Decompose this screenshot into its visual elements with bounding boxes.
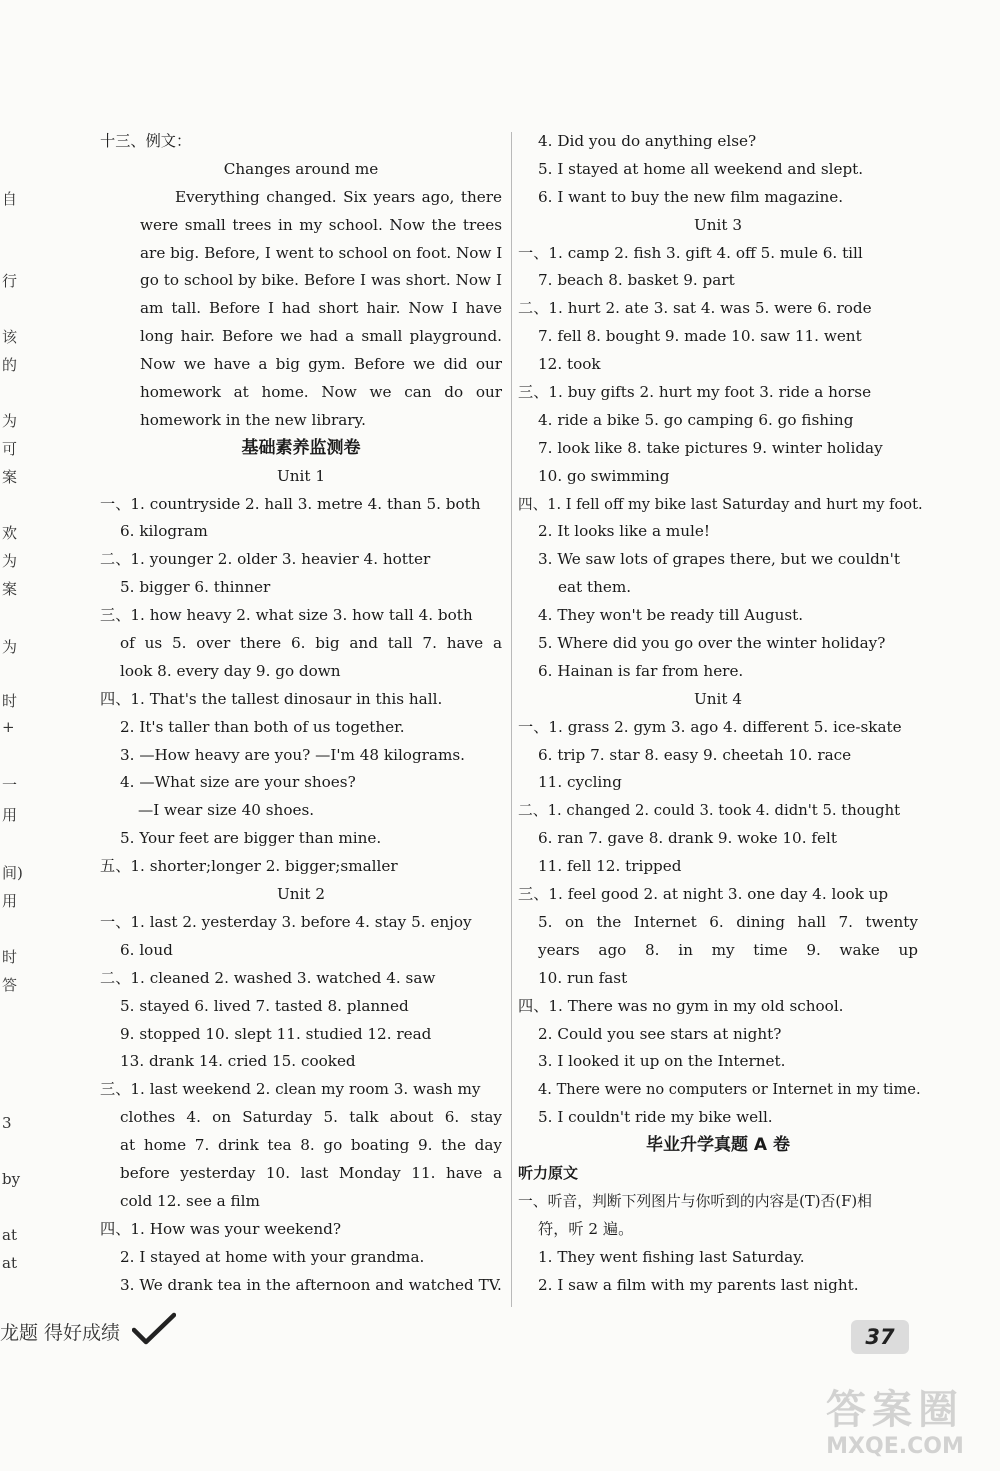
edge-fragment: 时: [2, 692, 18, 710]
edge-fragment: at: [2, 1254, 17, 1272]
answer-line: 7. fell 8. bought 9. made 10. saw 11. went: [538, 327, 862, 346]
edge-fragment: 为: [2, 412, 18, 430]
answer-line: 二、1. hurt 2. ate 3. sat 4. was 5. were 6. rode: [518, 299, 872, 318]
answer-line: 二、1. cleaned 2. washed 3. watched 4. saw: [100, 968, 436, 987]
answer-line: 4. Did you do anything else?: [538, 132, 757, 150]
listening-line: 1. They went fishing last Saturday.: [538, 1247, 805, 1266]
watermark-url: MXQE.COM: [826, 1434, 964, 1459]
unit-title: Unit 1: [276, 466, 326, 485]
answer-line: 4. —What size are your shoes?: [120, 773, 356, 792]
answer-line: cold 12. see a film: [120, 1191, 260, 1210]
edge-fragment: 一: [2, 776, 18, 794]
edge-fragment: 可: [2, 440, 18, 458]
answer-line: 四、1. There was no gym in my old school.: [518, 996, 844, 1015]
edge-fragment: 为: [2, 552, 18, 570]
answer-line: 5. Your feet are bigger than mine.: [120, 829, 382, 848]
edge-fragment: 的: [2, 356, 18, 374]
essay-line: Everything changed. Six years ago, there: [175, 187, 502, 206]
answer-line: 四、1. That's the tallest dinosaur in this hall.: [100, 689, 443, 708]
edge-fragment: 时: [2, 948, 18, 966]
edge-fragment: 3: [2, 1114, 12, 1132]
answer-line: 三、1. how heavy 2. what size 3. how tall 4. both: [100, 606, 473, 625]
edge-fragment: 该: [2, 328, 18, 346]
answer-line: 6. ran 7. gave 8. drank 9. woke 10. felt: [538, 829, 837, 848]
answer-line: 2. I stayed at home with your grandma.: [120, 1247, 425, 1266]
answer-line: 4. ride a bike 5. go camping 6. go fishing: [538, 410, 854, 429]
answer-line: years ago 8. in my time 9. wake up: [538, 940, 918, 959]
essay-label: 十三、例文：: [100, 132, 192, 150]
answer-line: before yesterday 10. last Monday 11. have a: [120, 1163, 502, 1182]
answer-line: 3. I looked it up on the Internet.: [538, 1052, 786, 1071]
answer-line: 3. —How heavy are you? —I'm 48 kilograms.: [120, 745, 466, 764]
essay-line: are big. Before, I went to school on foot. Now I: [140, 243, 503, 262]
answer-line: 三、1. feel good 2. at night 3. one day 4. look up: [518, 885, 889, 904]
answer-line: 三、1. buy gifts 2. hurt my foot 3. ride a horse: [518, 383, 872, 402]
answer-line: 7. beach 8. basket 9. part: [538, 271, 735, 290]
edge-fragment: 用: [2, 806, 18, 824]
essay-line: homework at home. Now we can do our: [140, 383, 502, 402]
answer-line: at home 7. drink tea 8. go boating 9. the day: [120, 1136, 502, 1155]
answer-line: 6. kilogram: [120, 522, 208, 541]
edge-fragment: 行: [2, 272, 18, 290]
answer-line: 9. stopped 10. slept 11. studied 12. read: [120, 1024, 432, 1043]
edge-fragment: +: [2, 718, 15, 736]
listening-label: 听力原文: [518, 1163, 579, 1182]
answer-line: 五、1. shorter;longer 2. bigger;smaller: [100, 857, 398, 876]
answer-line: of us 5. over there 6. big and tall 7. have a: [120, 634, 502, 653]
essay-line: homework in the new library.: [140, 410, 366, 429]
answer-line: 6. loud: [120, 940, 173, 959]
answer-line: 一、1. last 2. yesterday 3. before 4. stay 5. enjoy: [100, 912, 472, 931]
answer-line: 13. drank 14. cried 15. cooked: [120, 1052, 356, 1071]
edge-fragment: at: [2, 1226, 17, 1244]
checkmark-icon: [132, 1312, 176, 1346]
section-title: 基础素养监测卷: [241, 437, 361, 458]
answer-line: 二、1. younger 2. older 3. heavier 4. hotter: [100, 550, 431, 569]
footer-brand: [0, 1318, 120, 1345]
answer-line: clothes 4. on Saturday 5. talk about 6. stay: [120, 1108, 502, 1127]
answer-line: 6. Hainan is far from here.: [538, 661, 744, 680]
answer-line: 11. fell 12. tripped: [538, 857, 682, 876]
answer-line: 2. It looks like a mule!: [538, 522, 710, 541]
answer-line: 5. on the Internet 6. dining hall 7. twenty: [538, 912, 918, 931]
watermark: [800, 1378, 990, 1468]
answer-line: 6. I want to buy the new film magazine.: [538, 187, 844, 206]
unit-title: Unit 2: [276, 885, 326, 904]
edge-fragment: 用: [2, 892, 18, 910]
essay-line: Now we have a big gym. Before we did our: [140, 355, 502, 374]
answer-line: 5. Where did you go over the winter holiday?: [538, 634, 886, 653]
answer-line: 11. cycling: [538, 773, 622, 792]
essay-title: Changes around me: [223, 159, 379, 178]
edge-fragment: 案: [2, 468, 18, 486]
exam-title: 毕业升学真题 A 卷: [646, 1135, 790, 1156]
edge-fragment: 案: [2, 580, 18, 598]
listening-line: 符，听 2 遍。: [538, 1219, 634, 1238]
brand-text: 龙题 得好成绩: [0, 1322, 121, 1344]
answer-line: 3. We saw lots of grapes there, but we couldn't: [538, 550, 900, 569]
answer-line: 三、1. last weekend 2. clean my room 3. wash my: [100, 1080, 481, 1099]
answer-line: 一、1. countryside 2. hall 3. metre 4. than 5. both: [100, 494, 481, 513]
answer-line: 10. go swimming: [538, 466, 670, 485]
edge-fragment: 间): [2, 864, 23, 882]
watermark-logo-text: 答案圈: [826, 1387, 964, 1433]
answer-line: 四、1. How was your weekend?: [100, 1219, 341, 1238]
essay-line: am tall. Before I had short hair. Now I have: [140, 299, 502, 318]
answer-line: 5. stayed 6. lived 7. tasted 8. planned: [120, 996, 409, 1015]
answer-line: 12. took: [538, 355, 601, 374]
answer-line: 4. They won't be ready till August.: [538, 606, 804, 625]
listening-line: 2. I saw a film with my parents last night.: [538, 1275, 859, 1294]
edge-fragment: 答: [2, 976, 18, 994]
answer-line: 3. We drank tea in the afternoon and watched TV.: [120, 1275, 502, 1294]
page-number: 37: [851, 1320, 909, 1354]
answer-line: 2. Could you see stars at night?: [538, 1024, 782, 1043]
right-column: [518, 128, 923, 1299]
edge-fragment: 自: [2, 190, 18, 208]
answer-line: 5. I couldn't ride my bike well.: [538, 1108, 773, 1127]
answer-line: 一、1. camp 2. fish 3. gift 4. off 5. mule 6. till: [518, 243, 863, 262]
essay-line: were small trees in my school. Now the trees: [140, 215, 502, 234]
answer-line: 6. trip 7. star 8. easy 9. cheetah 10. race: [538, 745, 852, 764]
answer-line: look 8. every day 9. go down: [120, 661, 341, 680]
essay-line: long hair. Before we had a small playground.: [140, 327, 502, 346]
answer-line: 二、1. changed 2. could 3. took 4. didn't 5. thought: [518, 802, 901, 820]
answer-line: 4. There were no computers or Internet in my time.: [538, 1081, 921, 1099]
answer-line: 2. It's taller than both of us together.: [120, 717, 405, 736]
answer-line: 5. I stayed at home all weekend and slept.: [538, 159, 864, 178]
edge-fragment: by: [2, 1170, 21, 1188]
answer-line: 7. look like 8. take pictures 9. winter holiday: [538, 438, 883, 457]
answer-line: 10. run fast: [538, 968, 628, 987]
listening-line: 一、听音，判断下列图片与你听到的内容是(T)否(F)相: [518, 1192, 872, 1210]
answer-line: 5. bigger 6. thinner: [120, 578, 271, 597]
answer-line: 一、1. grass 2. gym 3. ago 4. different 5. ice-skate: [518, 717, 902, 736]
unit-title: Unit 3: [693, 215, 743, 234]
answer-line: —I wear size 40 shoes.: [138, 801, 315, 820]
column-divider: [511, 132, 512, 1307]
answer-line: eat them.: [558, 578, 632, 597]
left-column: [100, 128, 502, 1299]
answer-line: 四、1. I fell off my bike last Saturday and hurt my foot.: [518, 495, 923, 513]
essay-line: go to school by bike. Before I was short. Now I: [140, 271, 502, 290]
unit-title: Unit 4: [693, 689, 743, 708]
edge-fragment: 欢: [2, 524, 18, 542]
edge-fragment: 为: [2, 638, 18, 656]
